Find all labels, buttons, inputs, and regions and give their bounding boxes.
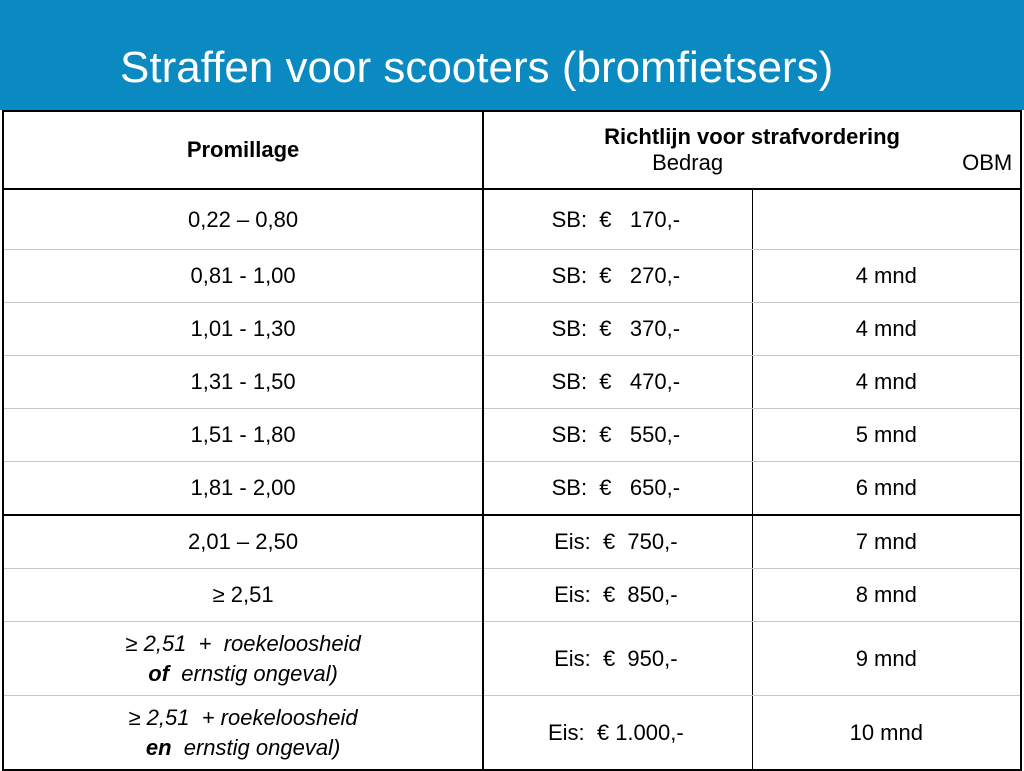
promillage-cell: 1,01 - 1,30 [3,303,483,356]
table-row [3,696,1021,771]
header-obm-label: OBM [962,150,1013,175]
promillage-cell: 1,81 - 2,00 [3,462,483,516]
header-richtlijn-label: Richtlijn voor strafvordering [604,124,900,149]
table-row [3,515,1021,569]
table-row [3,303,1021,356]
bedrag-cell [483,622,752,696]
geq-symbol: ≥ [128,704,141,730]
table-header-row [3,111,1021,189]
promillage-line1: 2,51 + roekeloosheid [140,704,358,730]
promillage-line2: ernstig ongeval) [171,734,341,760]
bedrag-value: SB: € 170,- [551,206,681,232]
promillage-cell: 0,22 – 0,80 [3,189,483,250]
obm-cell: 7 mnd [752,515,1021,569]
header-bedrag-label: Bedrag [652,150,724,175]
obm-cell: 4 mnd [752,303,1021,356]
obm-cell: 8 mnd [752,569,1021,622]
bedrag-value: Eis: € 750,- [554,529,678,554]
title-banner [0,0,1024,110]
header-subcolumns [484,150,1020,176]
header-promillage [3,111,483,189]
promillage-cell: 0,81 - 1,00 [3,250,483,303]
promillage-cell: 1,31 - 1,50 [3,356,483,409]
bedrag-cell [483,189,752,250]
obm-cell: 10 mnd [752,696,1021,771]
promillage-line2: ernstig ongeval) [169,660,338,686]
obm-cell: 9 mnd [752,622,1021,696]
bedrag-cell [483,303,752,356]
table-row [3,622,1021,696]
header-richtlijn [483,111,1021,189]
geq-symbol: ≥ [125,630,138,656]
promillage-cell [3,622,483,696]
bedrag-cell [483,356,752,409]
promillage-line1: 2,51 + roekeloosheid [137,630,361,656]
promillage-cell [3,696,483,771]
bedrag-cell [483,462,752,516]
bedrag-value: Eis: € 1.000,- [547,719,684,745]
promillage-cell: 2,01 – 2,50 [3,515,483,569]
bedrag-value: Eis: € 950,- [554,645,678,671]
obm-cell [752,189,1021,250]
header-promillage-label: Promillage [186,137,300,162]
obm-cell: 4 mnd [752,250,1021,303]
obm-cell: 5 mnd [752,409,1021,462]
page-title: Straffen voor scooters (bromfietsers) [120,43,834,92]
table-row [3,462,1021,516]
promillage-cell: 1,51 - 1,80 [3,409,483,462]
bedrag-cell [483,250,752,303]
promillage-conjunction: en [145,734,172,760]
obm-cell: 6 mnd [752,462,1021,516]
bedrag-cell [483,696,752,771]
bedrag-cell [483,569,752,622]
bedrag-cell [483,409,752,462]
bedrag-value: SB: € 370,- [551,316,681,341]
promillage-cell: ≥ 2,51 [3,569,483,622]
obm-cell: 4 mnd [752,356,1021,409]
penalty-table [2,110,1022,771]
bedrag-value: SB: € 550,- [551,422,681,447]
table-row [3,250,1021,303]
promillage-conjunction: of [148,660,170,686]
bedrag-value: SB: € 470,- [551,369,681,394]
bedrag-value: SB: € 650,- [551,475,681,500]
table-row [3,409,1021,462]
table-row [3,189,1021,250]
bedrag-cell [483,515,752,569]
bedrag-value: Eis: € 850,- [554,582,678,607]
table-row [3,569,1021,622]
table-row [3,356,1021,409]
bedrag-value: SB: € 270,- [551,263,681,288]
